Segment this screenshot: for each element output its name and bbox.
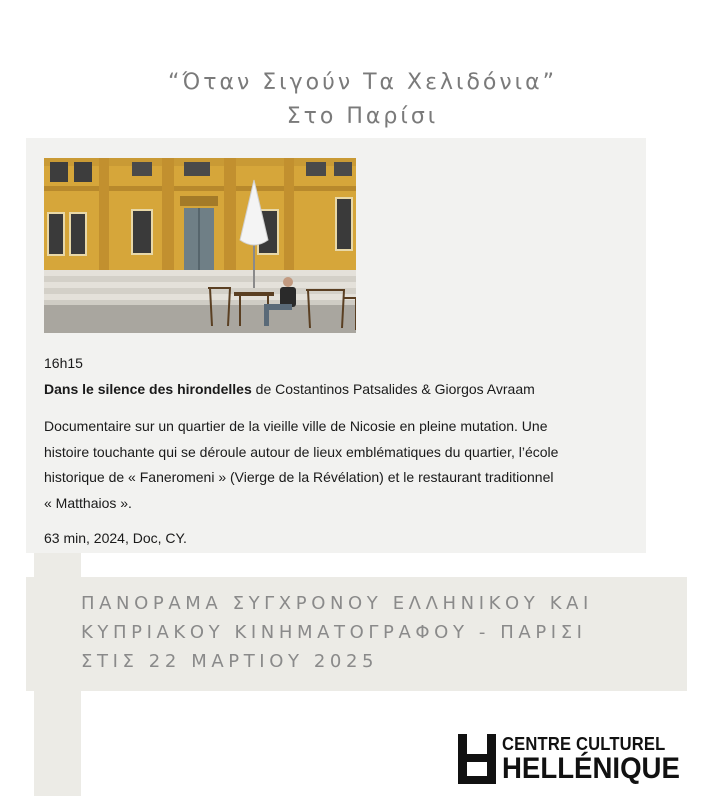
panorama-line: ΠΑΝΟΡΑΜΑ ΣΥΓΧΡΟΝΟΥ ΕΛΛΗΝΙΚΟΥ ΚΑΙ [81, 593, 593, 614]
logo-line-1: CENTRE CULTUREL [502, 734, 666, 754]
description-line: historique de « Faneromeni » (Vierge de la Révélation) et le restaurant traditionnel [44, 469, 554, 485]
screening-time: 16h15 [44, 355, 83, 371]
panorama-heading [81, 589, 593, 676]
film-title: Dans le silence des hirondelles [44, 381, 252, 397]
film-credits: de Costantinos Patsalides & Giorgos Avraam [251, 381, 535, 397]
film-meta: 63 min, 2024, Doc, CY. [44, 530, 187, 546]
logo-wordmark [502, 734, 708, 784]
film-title-credits [44, 381, 535, 397]
film-description [44, 414, 634, 516]
description-line: Documentaire sur un quartier de la vieille ville de Nicosie en pleine mutation. Une [44, 418, 548, 434]
logo-line-2: HELLÉNIQUE [502, 752, 680, 785]
description-line: histoire touchante qui se déroule autour de lieux emblématiques du quartier, l’école [44, 443, 559, 460]
poster-title-line-1: “Όταν Σιγούν Τα Χελιδόνια” [167, 70, 558, 95]
poster-title-line-2: Στο Παρίσι [286, 104, 439, 129]
film-still-image [44, 158, 356, 333]
logo-h-mark-icon [458, 734, 496, 784]
panorama-line: ΚΥΠΡΙΑΚΟΥ ΚΙΝΗΜΑΤΟΓΡΑΦΟΥ - ΠΑΡΙΣΙ [81, 622, 587, 643]
panorama-line: ΣΤΙΣ 22 ΜΑΡΤΙΟΥ 2025 [81, 651, 379, 672]
description-line: « Matthaios ». [44, 494, 132, 511]
